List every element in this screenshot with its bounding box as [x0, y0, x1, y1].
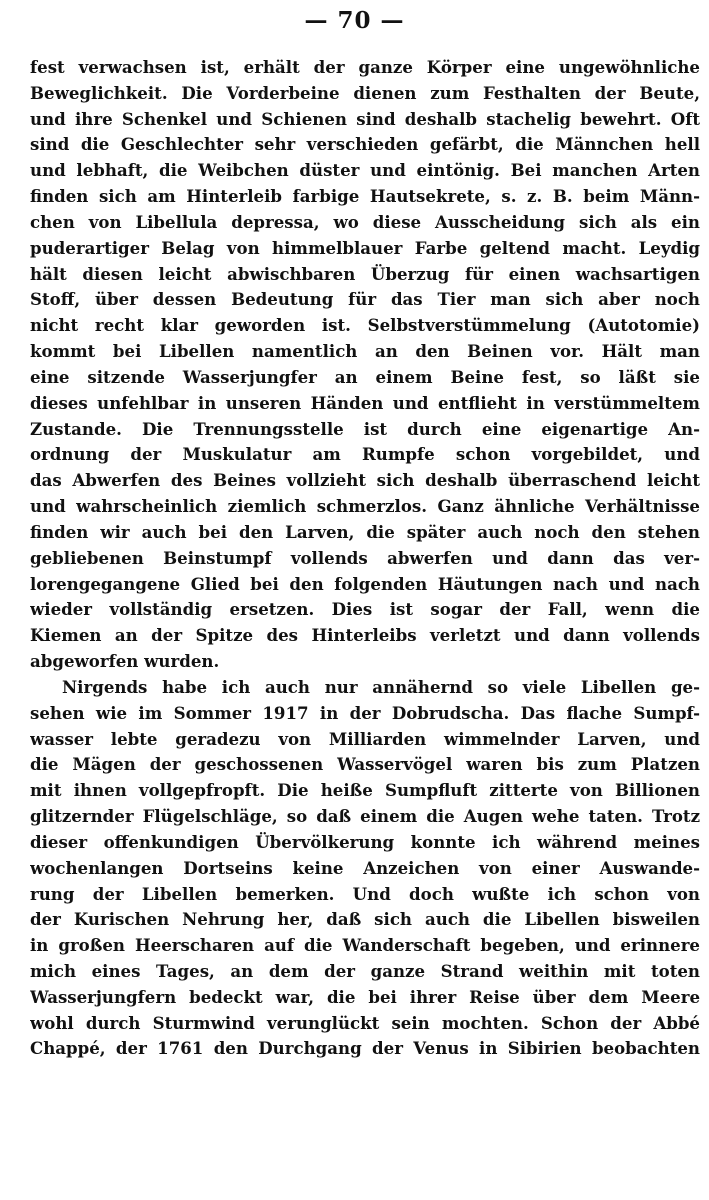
text-line: wochenlangen Dortseins keine Anzeichen von einer Auswande-	[30, 857, 700, 878]
text-line: und wahrscheinlich ziemlich schmerzlos. Ganz ähnliche Verhältnisse	[30, 496, 700, 517]
text-line: Nirgends habe ich auch nur annähernd so viele Libellen ge-	[62, 676, 700, 697]
text-line: gebliebenen Beinstumpf vollends abwerfen und dann das ver-	[30, 547, 700, 568]
text-line: kommt bei Libellen namentlich an den Beinen vor. Hält man	[30, 341, 700, 362]
text-line: sehen wie im Sommer 1917 in der Dobrudscha. Das flache Sumpf-	[30, 702, 700, 723]
text-line: dieses unfehlbar in unseren Händen und entflieht in verstümmeltem	[30, 392, 700, 413]
text-line: Wasserjungfern bedeckt war, die bei ihrer Reise über dem Meere	[30, 986, 700, 1007]
text-line: lorengegangene Glied bei den folgenden Häutungen nach und nach	[30, 573, 700, 594]
text-line: wohl durch Sturmwind verunglückt sein mochten. Schon der Abbé	[30, 1012, 700, 1033]
text-line: hält diesen leicht abwischbaren Überzug für einen wachsartigen	[30, 263, 700, 284]
text-line: die Mägen der geschossenen Wasservögel waren bis zum Platzen	[30, 754, 700, 775]
text-line: finden sich am Hinterleib farbige Hautsekrete, s. z. B. beim Männ-	[30, 186, 700, 207]
text-line: mit ihnen vollgepfropft. Die heiße Sumpfluft zitterte von Billionen	[30, 780, 700, 801]
page-number: — 70 —	[304, 7, 405, 34]
body-text	[30, 55, 700, 1062]
text-line: mich eines Tages, an dem der ganze Strand weithin mit toten	[30, 960, 700, 981]
text-line: das Abwerfen des Beines vollzieht sich deshalb überraschend leicht	[30, 470, 700, 491]
text-line: ordnung der Muskulatur am Rumpfe schon vorgebildet, und	[30, 444, 700, 465]
text-line: finden wir auch bei den Larven, die später auch noch den stehen	[30, 521, 700, 542]
text-line: Kiemen an der Spitze des Hinterleibs verletzt und dann vollends	[30, 625, 700, 646]
text-line: fest verwachsen ist, erhält der ganze Körper eine ungewöhnliche	[30, 57, 700, 77]
text-line: dieser offenkundigen Übervölkerung konnte ich während meines	[30, 831, 700, 852]
text-line: Chappé, der 1761 den Durchgang der Venus in Sibirien beobachten	[30, 1038, 700, 1059]
text-line: und ihre Schenkel und Schienen sind deshalb stachelig bewehrt. Oft	[30, 108, 700, 129]
text-line: chen von Libellula depressa, wo diese Ausscheidung sich als ein	[30, 211, 700, 232]
text-line: sind die Geschlechter sehr verschieden gefärbt, die Männchen hell	[30, 134, 700, 155]
text-line: Zustande. Die Trennungsstelle ist durch eine eigenartige An-	[30, 418, 700, 439]
text-line: in großen Heerscharen auf die Wanderschaft begeben, und erinnere	[30, 935, 700, 956]
text-line: glitzernder Flügelschläge, so daß einem die Augen wehe taten. Trotz	[30, 806, 700, 827]
text-line: der Kurischen Nehrung her, daß sich auch die Libellen bisweilen	[30, 909, 700, 930]
text-line: eine sitzende Wasserjungfer an einem Beine fest, so läßt sie	[30, 366, 700, 387]
text-line: wasser lebte geradezu von Milliarden wimmelnder Larven, und	[30, 728, 700, 749]
text-line: puderartiger Belag von himmelblauer Farbe geltend macht. Leydig	[30, 237, 700, 258]
text-line: wieder vollständig ersetzen. Dies ist sogar der Fall, wenn die	[30, 599, 700, 620]
text-line: nicht recht klar geworden ist. Selbstverstümmelung (Autotomie)	[30, 315, 700, 336]
text-line: abgeworfen wurden.	[30, 651, 220, 672]
text-line: Beweglichkeit. Die Vorderbeine dienen zum Festhalten der Beute,	[30, 82, 700, 103]
text-line: Stoff, über dessen Bedeutung für das Tier man sich aber noch	[30, 289, 700, 310]
text-line: und lebhaft, die Weibchen düster und eintönig. Bei manchen Arten	[30, 160, 700, 181]
text-line: rung der Libellen bemerken. Und doch wußte ich schon von	[30, 883, 700, 904]
